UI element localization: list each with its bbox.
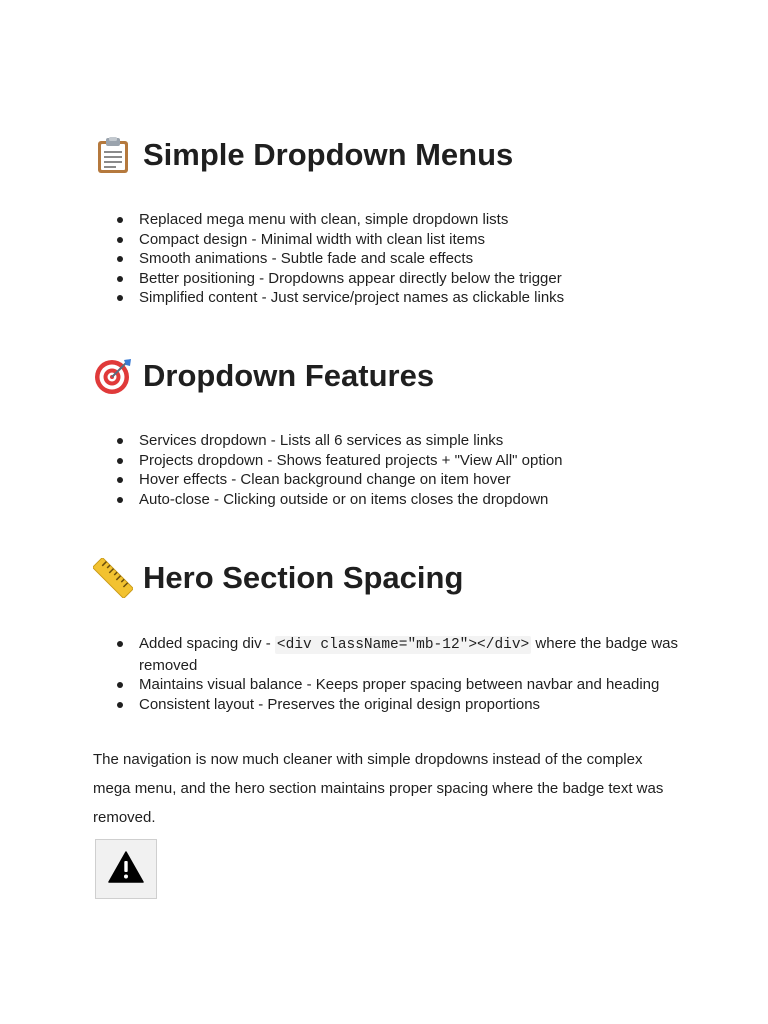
list-item: Consistent layout - Preserves the original design proportions (93, 695, 683, 715)
target-icon (93, 356, 133, 396)
list-item (93, 634, 683, 675)
section-title: Simple Dropdown Menus (143, 137, 514, 172)
list-item: Better positioning - Dropdowns appear directly below the trigger (93, 269, 683, 289)
list-item: Services dropdown - Lists all 6 services as simple links (93, 431, 683, 451)
feature-list (93, 431, 683, 509)
list-item-text: where the badge was removed (139, 635, 679, 674)
warning-triangle-icon (108, 851, 144, 888)
section-title: Hero Section Spacing (143, 560, 464, 595)
section-heading-hero-section-spacing (93, 558, 463, 598)
feature-list (93, 210, 683, 308)
list-item: Auto-close - Clicking outside or on items closes the dropdown (93, 490, 683, 510)
list-item: Compact design - Minimal width with clean list items (93, 230, 683, 250)
inline-code: <div className="mb-12"></div> (276, 637, 530, 653)
list-item: Smooth animations - Subtle fade and scale effects (93, 249, 683, 269)
list-item: Projects dropdown - Shows featured projects + "View All" option (93, 451, 683, 471)
section-heading-simple-dropdown-menus (93, 135, 513, 175)
ruler-icon (93, 558, 133, 598)
feature-list (93, 634, 683, 714)
broken-image-placeholder (95, 839, 157, 899)
list-item: Simplified content - Just service/project names as clickable links (93, 288, 683, 308)
list-item: Hover effects - Clean background change on item hover (93, 470, 683, 490)
summary-paragraph: The navigation is now much cleaner with simple dropdowns instead of the complex mega menu, and the hero section maintains proper spacing where the badge text was removed. (93, 751, 664, 826)
section-heading-dropdown-features (93, 356, 434, 396)
clipboard-icon (93, 135, 133, 175)
list-item: Replaced mega menu with clean, simple dropdown lists (93, 210, 683, 230)
list-item: Maintains visual balance - Keeps proper spacing between navbar and heading (93, 675, 683, 695)
section-title: Dropdown Features (143, 358, 435, 393)
list-item-text: Added spacing div - (139, 635, 275, 652)
